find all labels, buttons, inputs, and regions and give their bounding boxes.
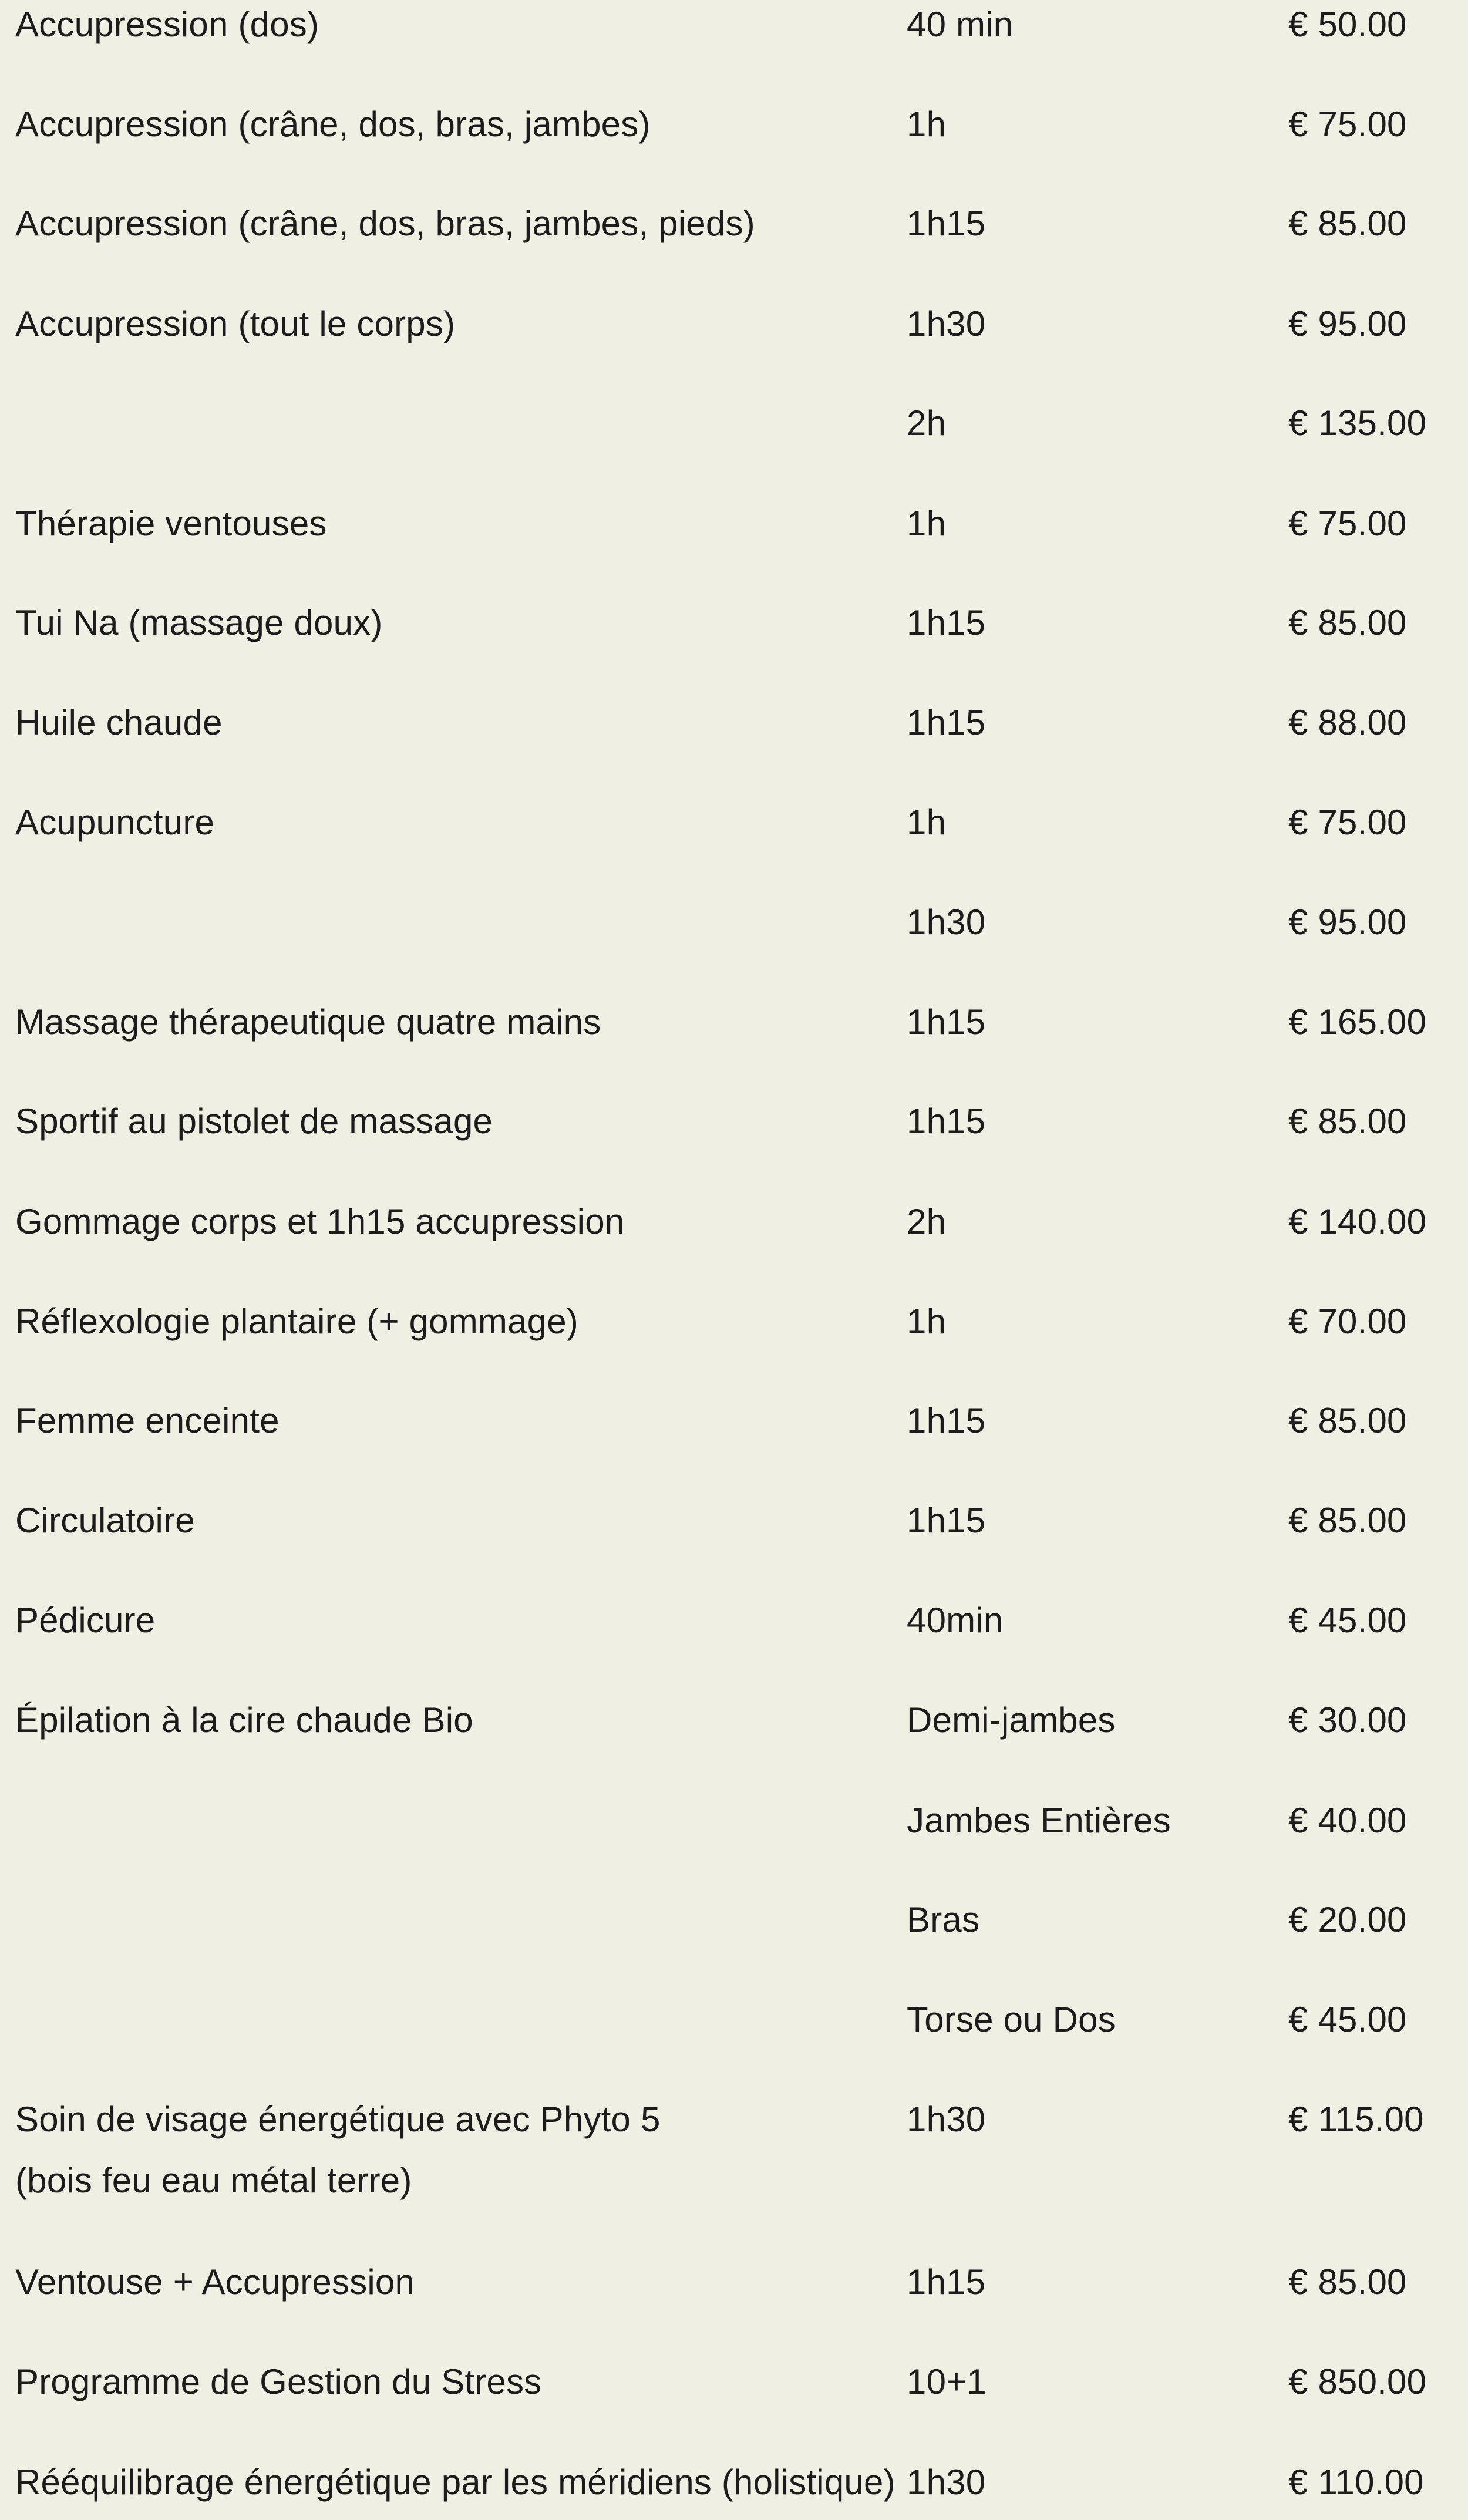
service-price: € 75.00 xyxy=(1288,803,1407,842)
service-duration: 1h30 xyxy=(907,304,986,343)
service-name: Rééquilibrage énergétique par les méridiens (holistique) xyxy=(15,2462,895,2502)
service-price: € 85.00 xyxy=(1288,2262,1407,2302)
service-name: Accupression (crâne, dos, bras, jambes, pieds) xyxy=(15,204,755,243)
service-duration: 10+1 xyxy=(907,2362,986,2401)
service-price: € 40.00 xyxy=(1288,1801,1407,1840)
service-duration: 1h xyxy=(907,803,947,842)
service-name: Réflexologie plantaire (+ gommage) xyxy=(15,1302,578,1341)
service-price: € 88.00 xyxy=(1288,703,1407,742)
service-price: € 45.00 xyxy=(1288,2000,1407,2039)
service-name: Huile chaude xyxy=(15,703,223,742)
service-duration: 1h15 xyxy=(907,603,986,642)
service-duration: 1h15 xyxy=(907,1101,986,1141)
service-price: € 85.00 xyxy=(1288,1501,1407,1540)
service-duration: Torse ou Dos xyxy=(907,2000,1116,2039)
service-name: Gommage corps et 1h15 accupression xyxy=(15,1202,625,1241)
service-duration: 1h xyxy=(907,504,947,543)
service-name: Sportif au pistolet de massage xyxy=(15,1101,493,1141)
service-duration: Jambes Entières xyxy=(907,1801,1171,1840)
service-duration: Demi-jambes xyxy=(907,1700,1116,1740)
service-duration: 1h30 xyxy=(907,2462,986,2502)
service-name: Circulatoire xyxy=(15,1501,195,1540)
service-price: € 20.00 xyxy=(1288,1900,1407,1939)
service-name: Tui Na (massage doux) xyxy=(15,603,383,642)
service-price: € 85.00 xyxy=(1288,603,1407,642)
service-price: € 135.00 xyxy=(1288,403,1427,443)
service-name: Acupuncture xyxy=(15,803,215,842)
service-price: € 165.00 xyxy=(1288,1002,1427,1042)
service-duration: 1h15 xyxy=(907,1401,986,1440)
service-price: € 95.00 xyxy=(1288,902,1407,942)
service-duration: 1h xyxy=(907,105,947,144)
service-price: € 85.00 xyxy=(1288,1401,1407,1440)
service-name: Accupression (tout le corps) xyxy=(15,304,456,343)
service-duration: 1h15 xyxy=(907,703,986,742)
service-price: € 85.00 xyxy=(1288,204,1407,243)
service-duration: 1h30 xyxy=(907,2100,986,2139)
service-duration: Bras xyxy=(907,1900,980,1939)
service-duration: 1h15 xyxy=(907,2262,986,2302)
service-name: Soin de visage énergétique avec Phyto 5 xyxy=(15,2100,661,2139)
service-name: Accupression (crâne, dos, bras, jambes) xyxy=(15,105,651,144)
service-price: € 45.00 xyxy=(1288,1601,1407,1640)
service-price: € 30.00 xyxy=(1288,1700,1407,1740)
service-name: Pédicure xyxy=(15,1601,156,1640)
service-price: € 75.00 xyxy=(1288,105,1407,144)
service-duration: 1h15 xyxy=(907,204,986,243)
service-price: € 140.00 xyxy=(1288,1202,1427,1241)
service-price: € 110.00 xyxy=(1288,2462,1424,2502)
service-name: Épilation à la cire chaude Bio xyxy=(15,1700,473,1740)
service-duration: 1h15 xyxy=(907,1501,986,1540)
service-duration: 1h xyxy=(907,1302,947,1341)
service-duration: 2h xyxy=(907,403,947,443)
service-price: € 70.00 xyxy=(1288,1302,1407,1341)
service-name: Femme enceinte xyxy=(15,1401,280,1440)
service-price: € 115.00 xyxy=(1288,2100,1424,2139)
service-duration: 2h xyxy=(907,1202,947,1241)
service-price: € 95.00 xyxy=(1288,304,1407,343)
service-price: € 85.00 xyxy=(1288,1101,1407,1141)
service-price: € 50.00 xyxy=(1288,5,1407,44)
service-name: Programme de Gestion du Stress xyxy=(15,2362,542,2401)
service-name: Massage thérapeutique quatre mains xyxy=(15,1002,601,1042)
service-price: € 75.00 xyxy=(1288,504,1407,543)
service-duration: 40 min xyxy=(907,5,1014,44)
service-duration: 40min xyxy=(907,1601,1004,1640)
service-name-line-2: (bois feu eau métal terre) xyxy=(15,2161,412,2200)
service-duration: 1h15 xyxy=(907,1002,986,1042)
service-name: Ventouse + Accupression xyxy=(15,2262,415,2302)
service-name: Thérapie ventouses xyxy=(15,504,327,543)
service-name: Accupression (dos) xyxy=(15,5,319,44)
service-price: € 850.00 xyxy=(1288,2362,1427,2401)
service-duration: 1h30 xyxy=(907,902,986,942)
